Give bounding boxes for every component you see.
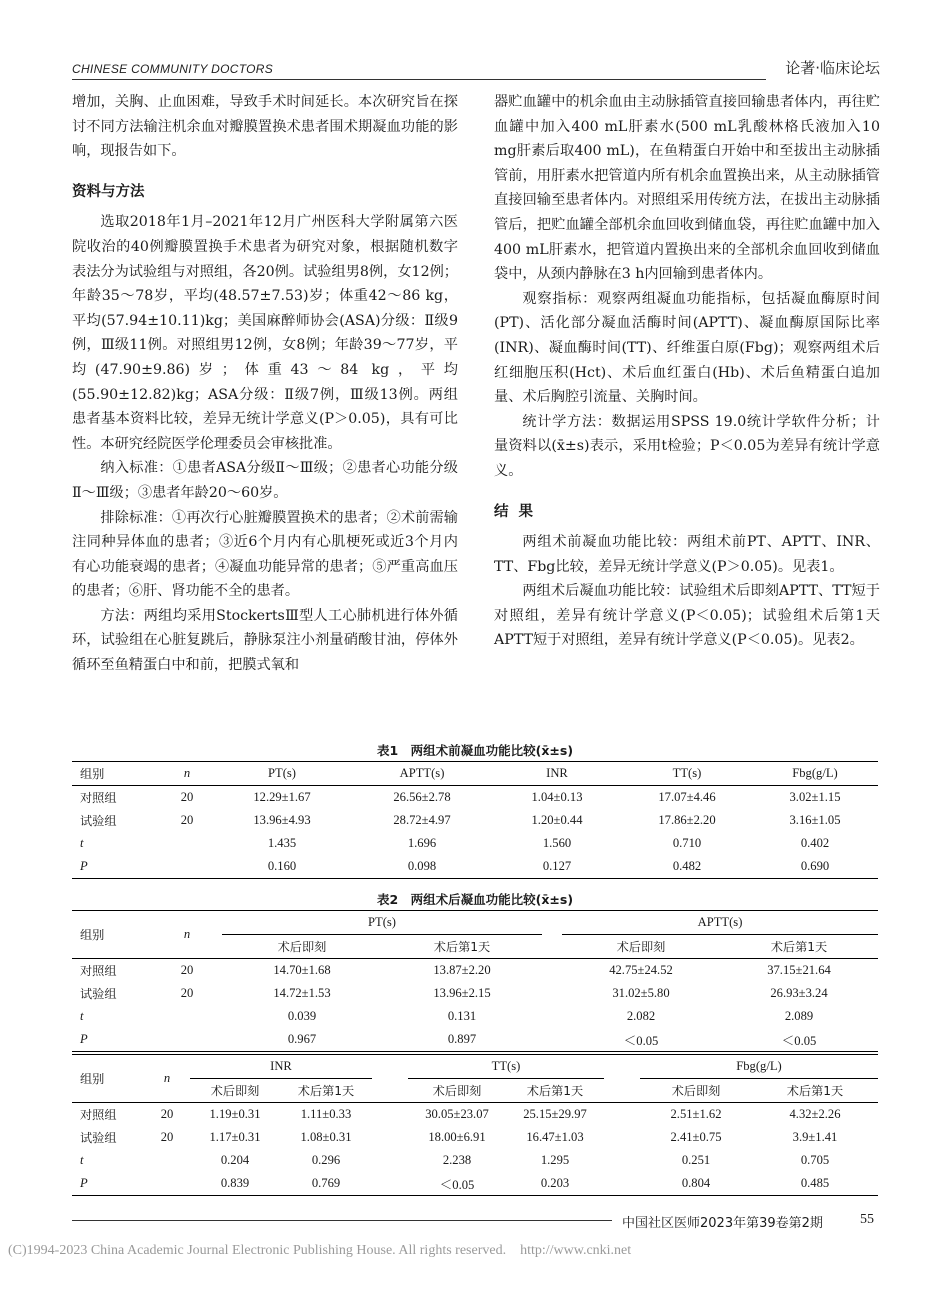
section-label: 论著·临床论坛 [785, 59, 880, 77]
table1-header-tt: TT(s) [622, 762, 752, 786]
table2-sub-header: 术后即刻 [562, 935, 720, 959]
table-cell: 1.560 [542, 836, 572, 850]
table2-part2-header-n: n [144, 1055, 190, 1103]
table2-caption: 表2 两组术后凝血功能比较(x̄±s) [376, 892, 574, 907]
table-cell: 17.07±4.46 [658, 790, 716, 804]
table1-header-group: 组别 [72, 762, 162, 786]
table-cell: 26.93±3.24 [770, 986, 828, 1000]
table-row [72, 855, 878, 879]
table-cell: 1.435 [267, 836, 297, 850]
table2-header-aptt: APTT(s) [562, 911, 878, 935]
table-cell: 1.17±0.31 [209, 1130, 261, 1144]
table-row [72, 809, 878, 832]
table2-part1-metric-row [72, 911, 878, 935]
table2-header-pt: PT(s) [222, 911, 542, 935]
table-cell: 2.238 [442, 1153, 472, 1167]
table-cell: 3.02±1.15 [789, 790, 841, 804]
table-cell: 试验组 [80, 987, 117, 1001]
table-cell: ＜0.05 [408, 1172, 506, 1196]
table-cell: 2.51±1.62 [670, 1107, 722, 1121]
table-cell: 37.15±21.64 [767, 963, 831, 977]
body-paragraph: 选取2018年1月–2021年12月广州医科大学附属第六医院收治的40例瓣膜置换手术患者为研究对象，根据随机数字表法分为试验组与对照组，各20例。试验组男8例，女12例；年龄35～78岁，平均(48.57±7.53)岁；体重42～86 kg，平均(57.94±10.11)kg；美国麻醉师协会(ASA)分级：Ⅱ级9例，Ⅲ级11例。对照组男12例，女8例；年龄39～77岁，平均(47.90±9.86)岁；体重43～84 kg，平均(55.90±12.82)kg；ASA分级：Ⅱ级7例，Ⅲ级13例。两组患者基本资料比较，差异无统计学意义(P＞0.05)，具有可比性。本研究经院医学伦理委员会审核批准。 [72, 214, 458, 452]
body-paragraph: 方法：两组均采用StockertsⅢ型人工心肺机进行体外循环，试验组在心脏复跳后，静脉泵注小剂量硝酸甘油，停体外循环至鱼精蛋白中和前，把膜式氧和 [72, 607, 458, 674]
table-cell: 试验组 [80, 814, 117, 828]
table2-part1 [72, 910, 878, 1052]
table-row [72, 1126, 878, 1149]
table-cell: 0.251 [681, 1153, 711, 1167]
table2-sub-header: 术后第1天 [280, 1079, 372, 1103]
table-cell: 对照组 [80, 791, 117, 805]
table-cell: ＜0.05 [720, 1028, 878, 1052]
table-cell: 1.11±0.33 [300, 1107, 352, 1121]
table1-header-inr: INR [492, 762, 622, 786]
table-cell: 31.02±5.80 [612, 986, 670, 1000]
table-cell: 0.690 [752, 855, 878, 879]
table2-sub-header: 术后即刻 [222, 935, 382, 959]
journal-english-name: CHINESE COMMUNITY DOCTORS [72, 62, 274, 76]
table-cell: 14.72±1.53 [273, 986, 331, 1000]
table-cell: 0.131 [447, 1009, 477, 1023]
table-cell: t [80, 1009, 84, 1023]
table-cell: 0.485 [752, 1172, 878, 1196]
table-cell: 26.56±2.78 [393, 790, 451, 804]
table-cell: 0.127 [492, 855, 622, 879]
page-number: 55 [860, 1212, 874, 1227]
table-cell: 0.296 [311, 1153, 341, 1167]
table-cell: 3.16±1.05 [789, 813, 841, 827]
table-cell: 16.47±1.03 [526, 1130, 584, 1144]
table-cell: 28.72±4.97 [393, 813, 451, 827]
table2-sub-header: 术后即刻 [408, 1079, 506, 1103]
body-paragraph: 统计学方法：数据运用SPSS 19.0统计学软件分析；计量资料以(x̄±s)表示，采用t检验；P＜0.05为差异有统计学意义。 [494, 413, 880, 479]
table-cell: 13.96±2.15 [433, 986, 491, 1000]
table-cell: 0.039 [287, 1009, 317, 1023]
section-heading: 结果 [494, 503, 543, 520]
table-cell: 30.05±23.07 [425, 1107, 489, 1121]
body-paragraph: 纳入标准：①患者ASA分级Ⅱ～Ⅲ级；②患者心功能分级Ⅱ～Ⅲ级；③患者年龄20～60岁。 [72, 460, 458, 501]
table-cell [152, 1028, 222, 1052]
table-cell: 0.897 [382, 1028, 542, 1052]
table-row [72, 832, 878, 855]
table2-sub-header: 术后即刻 [190, 1079, 280, 1103]
table-cell: 0.204 [220, 1153, 250, 1167]
table-cell: t [80, 1153, 84, 1167]
table-cell: 20 [180, 790, 194, 804]
table-cell: 2.089 [784, 1009, 814, 1023]
table1-header-aptt: APTT(s) [352, 762, 492, 786]
header-rule [72, 79, 766, 80]
table-cell: 1.696 [407, 836, 437, 850]
table-cell: 4.32±2.26 [789, 1107, 841, 1121]
table2-part2-sub-row [72, 1079, 878, 1103]
table-cell: t [80, 836, 84, 850]
table-cell: 1.20±0.44 [531, 813, 583, 827]
table-cell: P [72, 1028, 152, 1052]
table-cell: 20 [180, 986, 194, 1000]
table-cell: 0.160 [212, 855, 352, 879]
table-cell: 0.402 [800, 836, 830, 850]
body-paragraph: 观察指标：观察两组凝血功能指标，包括凝血酶原时间(PT)、活化部分凝血活酶时间(APTT)、凝血酶原国际比率(INR)、凝血酶时间(TT)、纤维蛋白原(Fbg)；观察两组术后红细胞压积(Hct)、术后血红蛋白(Hb)、术后鱼精蛋白追加量、术后胸腔引流量、关胸时间。 [494, 290, 880, 406]
table-cell: P [72, 1172, 144, 1196]
table-cell: 0.482 [622, 855, 752, 879]
table-row [72, 1028, 878, 1052]
table-row [72, 786, 878, 810]
table-cell: 0.839 [190, 1172, 280, 1196]
table-cell: 1.04±0.13 [531, 790, 583, 804]
table-cell: 3.9±1.41 [792, 1130, 838, 1144]
table2-sub-header: 术后第1天 [506, 1079, 604, 1103]
table-cell [162, 855, 212, 879]
table-cell: 20 [160, 1130, 174, 1144]
table1-header-fbg: Fbg(g/L) [752, 762, 878, 786]
table2-part2-header-group: 组别 [72, 1055, 144, 1103]
table-cell [152, 1005, 222, 1028]
body-paragraph: 器贮血罐中的机余血由主动脉插管直接回输患者体内，再往贮血罐中加入400 mL肝素水(500 mL乳酸林格氏液加入10 mg肝素后取400 mL)，在鱼精蛋白开始中和至拔出主动脉插管前，用肝素水把管道内所有机余血置换出来，从主动脉插管直接回输至患者体内。对照组采用传统方法，在拔出主动脉插管后，把贮血罐全部机余血回收到储血袋，再往贮血罐中加入400 mL肝素水，把管道内置换出来的全部机余血回收到储血袋中，从颈内静脉在3 h内回输到患者体内。 [494, 94, 880, 283]
table-cell: 20 [180, 963, 194, 977]
table-row [72, 959, 878, 983]
table-cell: 17.86±2.20 [658, 813, 716, 827]
table2-sub-header: 术后第1天 [752, 1079, 878, 1103]
table-row [72, 1149, 878, 1172]
body-paragraph: 排除标准：①再次行心脏瓣膜置换术的患者；②术前需输注同种异体血的患者；③近6个月内有心肌梗死或近3个月内有心功能衰竭的患者；④凝血功能异常的患者；⑤严重高血压的患者；⑥肝、肾功能不全的患者。 [72, 509, 458, 600]
copyright-notice: (C)1994-2023 China Academic Journal Electronic Publishing House. All rights reserved. http://www.cnki.net [8, 1243, 632, 1258]
body-paragraph: 增加，关胸、止血困难，导致手术时间延长。本次研究旨在探讨不同方法输注机余血对瓣膜置换术患者围术期凝血功能的影响，现报告如下。 [72, 94, 458, 160]
footer-journal-issue: 中国社区医师2023年第39卷第2期 [622, 1216, 823, 1231]
table-cell: 0.804 [640, 1172, 752, 1196]
table-row [72, 1172, 878, 1196]
table-cell: 0.967 [222, 1028, 382, 1052]
table1-header-n: n [162, 762, 212, 786]
table-row [72, 982, 878, 1005]
table-cell: 0.705 [800, 1153, 830, 1167]
right-text-column [494, 90, 880, 653]
left-text-column [72, 90, 458, 678]
table1-caption: 表1 两组术前凝血功能比较(x̄±s) [376, 743, 574, 758]
section-heading: 资料与方法 [72, 183, 145, 200]
table2-part2-metric-row [72, 1055, 878, 1079]
table-cell: 18.00±6.91 [428, 1130, 486, 1144]
table-cell: 1.19±0.31 [209, 1107, 261, 1121]
table2-part2 [72, 1054, 878, 1196]
body-paragraph: 两组术后凝血功能比较：试验组术后即刻APTT、TT短于对照组，差异有统计学意义(P＜0.05)；试验组术后第1天APTT短于对照组，差异有统计学意义(P＜0.05)。见表2。 [494, 583, 880, 649]
table-cell: 13.87±2.20 [433, 963, 491, 977]
table2-sub-header: 术后第1天 [382, 935, 542, 959]
table-cell: 2.41±0.75 [670, 1130, 722, 1144]
table-cell: 20 [160, 1107, 174, 1121]
table-cell [144, 1149, 190, 1172]
table-cell: 1.295 [540, 1153, 570, 1167]
table1-header-row [72, 762, 878, 786]
table-cell: 12.29±1.67 [253, 790, 311, 804]
table-cell: 20 [180, 813, 194, 827]
table-cell [144, 1172, 190, 1196]
table2-sub-header: 术后即刻 [640, 1079, 752, 1103]
table2-header-n: n [152, 911, 222, 959]
table2-header-tt: TT(s) [408, 1055, 604, 1079]
footer-rule [72, 1220, 612, 1221]
table-row [72, 1103, 878, 1127]
table-cell: 14.70±1.68 [273, 963, 331, 977]
table-cell: 0.769 [280, 1172, 372, 1196]
table-cell: 对照组 [80, 1108, 117, 1122]
table2-sub-header: 术后第1天 [720, 935, 878, 959]
table-cell [162, 832, 212, 855]
table-cell: 13.96±4.93 [253, 813, 311, 827]
table-cell: 0.203 [506, 1172, 604, 1196]
table-cell: P [72, 855, 162, 879]
table-cell: 42.75±24.52 [609, 963, 673, 977]
table2-header-inr: INR [190, 1055, 372, 1079]
table-cell: 0.710 [672, 836, 702, 850]
table1 [72, 761, 878, 879]
table-cell: 25.15±29.97 [523, 1107, 587, 1121]
table2-header-group: 组别 [72, 911, 152, 959]
table-cell: ＜0.05 [562, 1028, 720, 1052]
table-cell: 0.098 [352, 855, 492, 879]
table-cell: 2.082 [626, 1009, 656, 1023]
body-paragraph: 两组术前凝血功能比较：两组术前PT、APTT、INR、TT、Fbg比较，差异无统计学意义(P＞0.05)。见表1。 [494, 534, 880, 575]
table-cell: 对照组 [80, 964, 117, 978]
table-row [72, 1005, 878, 1028]
table-cell: 1.08±0.31 [300, 1130, 352, 1144]
table-cell: 试验组 [80, 1131, 117, 1145]
table1-header-pt: PT(s) [212, 762, 352, 786]
table2-header-fbg: Fbg(g/L) [640, 1055, 878, 1079]
